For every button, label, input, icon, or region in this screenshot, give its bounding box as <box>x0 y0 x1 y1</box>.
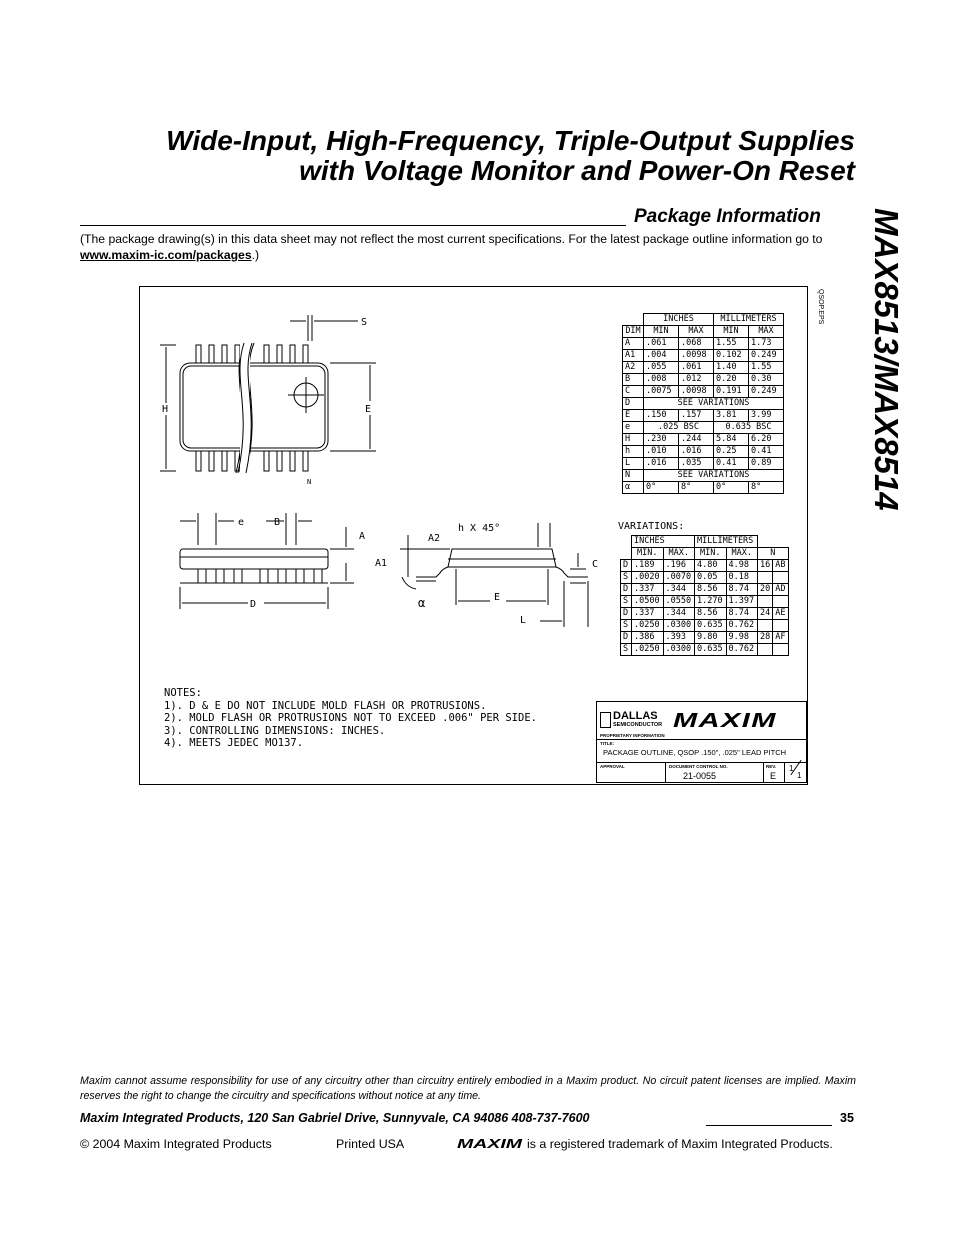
dims-column-header: MIN <box>644 326 679 338</box>
variations-table-row: D .337 .344 8.56 8.74 24 AE <box>621 608 789 620</box>
note-line: 1). D & E DO NOT INCLUDE MOLD FLASH OR PROTRUSIONS. <box>164 699 487 712</box>
notes-block <box>164 687 537 750</box>
dallas-text: DALLAS <box>613 710 658 722</box>
variations-column-header: MAX. <box>726 548 758 560</box>
dims-table-row: C .0075 .0098 0.191 0.249 <box>623 386 784 398</box>
variations-table-grid <box>620 535 789 656</box>
dims-table-row: h .010 .016 0.25 0.41 <box>623 446 784 458</box>
page-title-line-2: with Voltage Monitor and Power-On Reset <box>299 155 855 186</box>
dim-label-a2: A2 <box>428 533 441 544</box>
variations-column-header: MIN. <box>695 548 727 560</box>
dims-table-row: H .230 .244 5.84 6.20 <box>623 434 784 446</box>
title-label: TITLE: <box>600 741 614 746</box>
variations-table-row: S .0020 .0070 0.05 0.18 <box>621 572 789 584</box>
dim-label-alpha: α <box>418 596 426 610</box>
variations-table <box>620 535 789 656</box>
intro-paragraph: (The package drawing(s) in this data sheet may not reflect the most current specifications. For the latest package outline information go to www.maxim-ic.com/packages.) <box>80 232 823 262</box>
rev-label: REV. <box>766 764 777 769</box>
dims-column-header: DIM <box>623 326 644 338</box>
doc-control-label: DOCUMENT CONTROL NO. <box>669 764 728 769</box>
variations-group-header: MILLIMETERS <box>695 536 758 548</box>
dims-table <box>622 313 784 494</box>
variations-column-header: MIN. <box>632 548 664 560</box>
section-title: Package Information <box>634 206 821 227</box>
variations-table-row: S .0250 .0300 0.635 0.762 <box>621 620 789 632</box>
packages-link[interactable]: www.maxim-ic.com/packages <box>80 248 252 262</box>
dim-label-b: B <box>274 517 281 528</box>
title-text: PACKAGE OUTLINE, QSOP .150", .025" LEAD PITCH <box>603 748 787 757</box>
variations-group-header: INCHES <box>632 536 695 548</box>
footer-rule <box>706 1125 832 1126</box>
note-line: 2). MOLD FLASH OR PROTRUSIONS NOT TO EXCEED .006" PER SIDE. <box>164 712 537 724</box>
approval-label: APPROVAL <box>600 764 625 769</box>
semiconductor-text: SEMICONDUCTOR <box>613 722 663 728</box>
variations-column-header: MAX. <box>663 548 695 560</box>
variations-table-row: D .337 .344 8.56 8.74 20 AD <box>621 584 789 596</box>
dims-table-row: A1 .004 .0098 0.102 0.249 <box>623 350 784 362</box>
dim-label-c: C <box>592 559 599 570</box>
dims-table-row: E .150 .157 3.81 3.99 <box>623 410 784 422</box>
dims-table-row: e .025 BSC 0.635 BSC <box>623 422 784 434</box>
variations-title: VARIATIONS: <box>618 521 685 532</box>
page-number: 35 <box>840 1111 854 1125</box>
dim-label-h: H <box>162 404 169 415</box>
dim-label-a: A <box>359 531 366 542</box>
dim-label-e-body: E <box>494 592 501 603</box>
note-line: 4). MEETS JEDEC MO137. <box>164 737 304 749</box>
disclaimer-text: Maxim cannot assume responsibility for use of any circuitry other than circuitry entirely embodied in a Maxim product. No circuit patent licenses are implied. Maxim reserves the right to change the circuitry and specifications without notice at any time. <box>80 1075 856 1102</box>
variations-table-row: S .0250 .0300 0.635 0.762 <box>621 644 789 656</box>
dims-table-row: B .008 .012 0.20 0.30 <box>623 374 784 386</box>
title-block <box>596 701 807 783</box>
dim-label-e-pitch: e <box>238 517 245 528</box>
note-line: 3). CONTROLLING DIMENSIONS: INCHES. <box>164 724 386 737</box>
package-drawing <box>139 286 824 785</box>
dim-label-e: E <box>365 404 372 415</box>
printed-text: Printed USA <box>336 1137 405 1151</box>
dim-label-d: D <box>250 599 257 610</box>
variations-table-row: D .189 .196 4.80 4.98 16 AB <box>621 560 789 572</box>
end-view <box>400 523 598 627</box>
dim-label-a1: A1 <box>375 558 388 569</box>
dim-label-l: L <box>520 615 527 626</box>
dims-column-header: MAX <box>749 326 784 338</box>
top-view <box>160 315 376 486</box>
dims-group-header: INCHES <box>644 314 714 326</box>
dims-column-header: MIN <box>714 326 749 338</box>
variations-column-header: N <box>758 548 789 560</box>
footer-address: Maxim Integrated Products, 120 San Gabriel Drive, Sunnyvale, CA 94086 408-737-7600 <box>80 1111 590 1125</box>
dim-label-s: S <box>361 317 368 328</box>
variations-table-row: D .386 .393 9.80 9.98 28 AF <box>621 632 789 644</box>
dims-table-row: D SEE VARIATIONS <box>623 398 784 410</box>
file-label: QSOP.EPS <box>817 289 824 325</box>
dims-table-grid <box>622 313 784 494</box>
dims-table-row: A .061 .068 1.55 1.73 <box>623 338 784 350</box>
trademark-text: is a registered trademark of Maxim Integrated Products. <box>527 1137 833 1151</box>
sidebar-part-number: MAX8513/MAX8514 <box>868 208 905 511</box>
rev-value: E <box>770 771 777 781</box>
page-title-line-1: Wide-Input, High-Frequency, Triple-Output Supplies <box>166 125 855 156</box>
dim-label-h45: h X 45° <box>458 523 501 534</box>
dims-table-row: A2 .055 .061 1.40 1.55 <box>623 362 784 374</box>
dims-column-header: MAX <box>679 326 714 338</box>
note-line: NOTES: <box>164 687 202 699</box>
dims-group-header: MILLIMETERS <box>714 314 784 326</box>
dallas-logo <box>600 710 670 734</box>
dims-table-row: L .016 .035 0.41 0.89 <box>623 458 784 470</box>
dims-table-row: α 0° 8° 0° 8° <box>623 482 784 494</box>
side-view <box>180 513 387 610</box>
sheet-fraction: 1 1 <box>787 764 805 781</box>
dims-table-row: N SEE VARIATIONS <box>623 470 784 482</box>
footer-maxim-logo: MAXIM <box>457 1136 523 1151</box>
variations-table-row: S .0500 .0550 1.270 1.397 <box>621 596 789 608</box>
doc-control-number: 21-0055 <box>683 771 717 781</box>
copyright-text: © 2004 Maxim Integrated Products <box>80 1137 272 1151</box>
pin-label-n: N <box>307 478 312 486</box>
proprietary-label: PROPRIETARY INFORMATION <box>600 733 665 738</box>
maxim-logo: MAXIM <box>673 710 777 732</box>
section-rule <box>80 225 626 226</box>
